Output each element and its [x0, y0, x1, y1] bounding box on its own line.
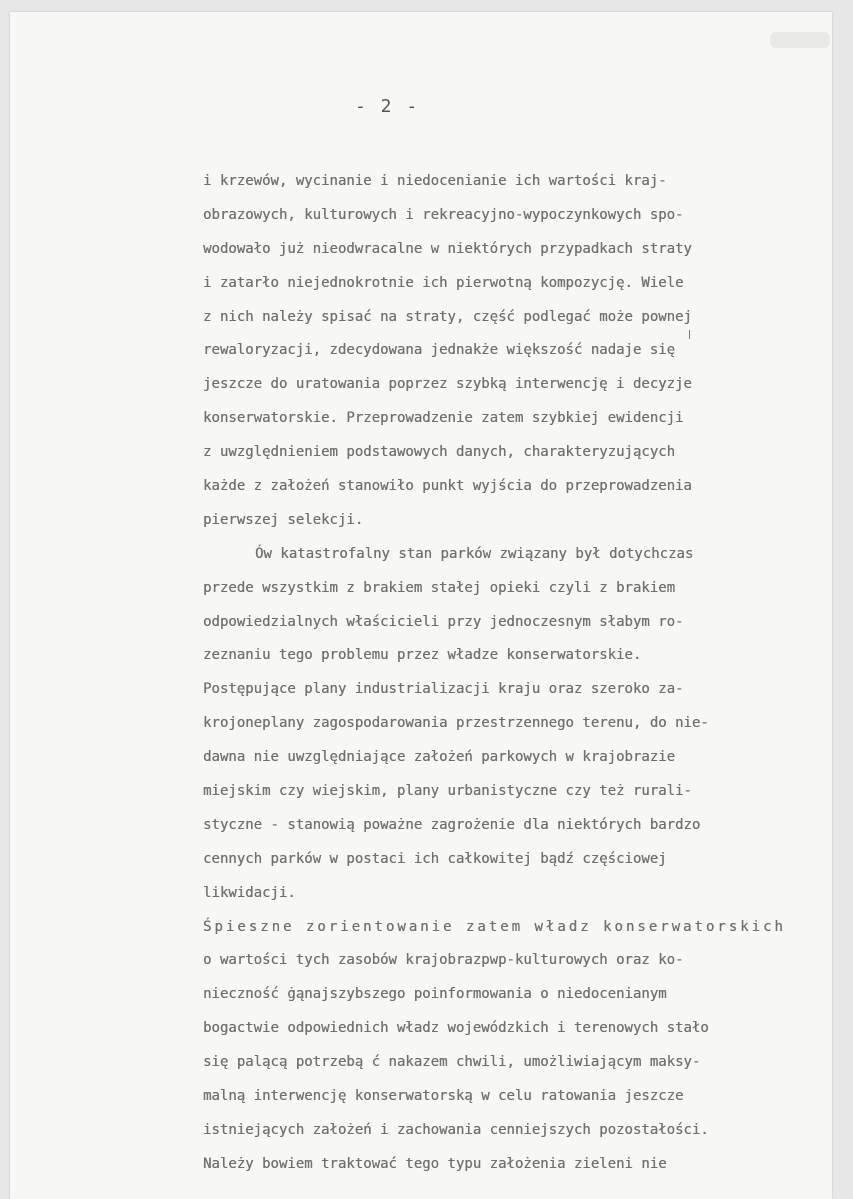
text-line: Należy bowiem traktować tego typu założenia zieleni nie [203, 1155, 667, 1172]
text-line: rewaloryzacji, zdecydowana jednakże większość nadaje się [203, 342, 676, 359]
text-line: bogactwie odpowiednich władz wojewódzkich i terenowych stało [203, 1020, 709, 1037]
text-line: nieczność ġąnajszybszego poinformowania o niedocenianym [203, 986, 667, 1003]
text-line: likwidacji. [203, 884, 296, 901]
text-line: styczne - stanowią poważne zagrożenie dla niektórych bardzo [203, 816, 701, 833]
text-line: każde z założeń stanowiło punkt wyjścia do przeprowadzenia [203, 478, 692, 495]
page-number: - 2 - [355, 96, 420, 117]
spaced-text-line: Śpieszne zorientowanie zatem władz konserwatorskich [203, 918, 786, 935]
text-line: wodowało już nieodwracalne w niektórych przypadkach straty [203, 240, 692, 257]
text-line: i krzewów, wycinanie i niedocenianie ich wartości kraj- [203, 173, 667, 189]
text-line: konserwatorskie. Przeprowadzenie zatem szybkiej ewidencji [203, 410, 684, 427]
text-line: zeznaniu tego problemu przez władze konserwatorskie. [203, 647, 642, 664]
text-line: przede wszystkim z brakiem stałej opieki czyli z brakiem [203, 579, 676, 596]
text-line: z uwzględnieniem podstawowych danych, charakteryzujących [203, 444, 676, 461]
text-line: z nich należy spisać na straty, część podlegać może pownej [203, 308, 692, 325]
text-line: odpowiedzialnych właścicieli przy jednoczesnym słabym ro- [203, 613, 684, 630]
document-page [10, 12, 832, 1199]
text-line: się palącą potrzebą ć nakazem chwili, umożliwiającym maksy- [203, 1054, 701, 1071]
text-line: pierwszej selekcji. [203, 511, 364, 528]
text-line: miejskim czy wiejskim, plany urbanistyczne czy też rurali- [203, 783, 692, 800]
scan-smudge [770, 32, 830, 48]
text-line: jeszcze do uratowania poprzez szybką interwencję i decyzje [203, 376, 692, 393]
text-line: istniejących założeń i zachowania cenniejszych pozostałości. [203, 1121, 709, 1138]
text-line: krojoneplany zagospodarowania przestrzennego terenu, do nie- [203, 715, 709, 732]
text-line: dawna nie uwzględniające założeń parkowych w krajobrazie [203, 749, 676, 766]
body-text [203, 165, 823, 1182]
text-line: Postępujące plany industrializacji kraju oraz szeroko za- [203, 681, 684, 698]
text-line: cennych parków w postaci ich całkowitej bądź częściowej [203, 850, 667, 867]
text-line: o wartości tych zasobów krajobrazpwp-kulturowych oraz ko- [203, 952, 684, 969]
text-line: i zatarło niejednokrotnie ich pierwotną kompozycję. Wiele [203, 274, 684, 291]
text-line: malną interwencję konserwatorską w celu ratowania jeszcze [203, 1088, 684, 1105]
paragraph-start-line: Ów katastrofalny stan parków związany był dotychczas [255, 545, 694, 562]
text-line: obrazowych, kulturowych i rekreacyjno-wypoczynkowych spo- [203, 206, 684, 223]
